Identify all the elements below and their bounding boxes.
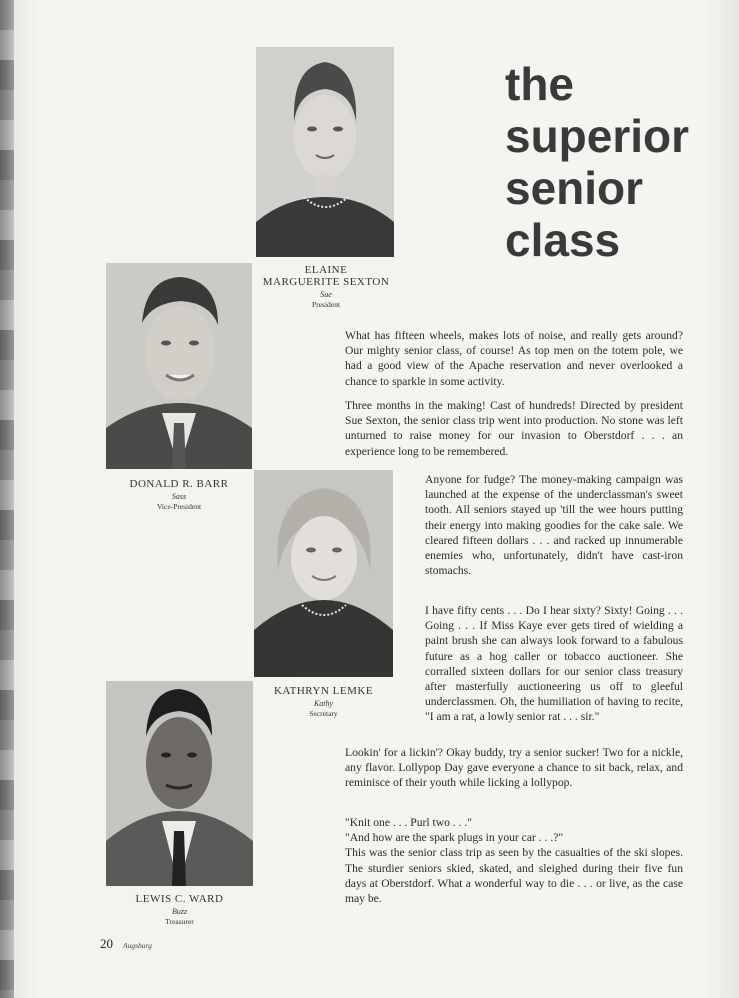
paragraph-ski	[345, 815, 683, 906]
publication-name: Augsburg	[123, 941, 152, 950]
role: Treasurer	[165, 917, 194, 926]
photo-donald-barr	[106, 263, 252, 469]
photo-elaine-sexton	[256, 47, 394, 257]
role: Secretary	[309, 709, 338, 718]
quote-knit: "Knit one . . . Purl two . . ."	[345, 816, 473, 829]
name: LEWIS C. WARD	[135, 893, 224, 905]
quote-spark-plugs: "And how are the spark plugs in your car . . .?"	[345, 831, 564, 845]
binding-edge	[0, 0, 14, 998]
name: DONALD R. BARR	[129, 478, 229, 490]
paragraph-fudge: Anyone for fudge? The money-making campaign was launched at the expense of the underclassman's sweet tooth. All seniors stayed up 'till the wee hours putting their energy into making goodies for the cake sale. We cleared fifteen dollars . . . and racked up innumerable enemies who, unfortunately, didn't have cast-iron stomachs.	[425, 473, 683, 578]
title-line-2: superior	[505, 110, 690, 162]
paragraph-intro: What has fifteen wheels, makes lots of noise, and really gets around? Our mighty senior class, of course! As top men on the totem pole, we had a good view of the Apache reservation and never overlooked a chance to sparkle in some activity.	[345, 329, 683, 388]
title-line-1: the	[505, 58, 574, 110]
nickname: Sue	[320, 290, 332, 299]
photo-lewis-ward	[106, 681, 253, 886]
paragraph-lollypop: Lookin' for a lickin'? Okay buddy, try a senior sucker! Two for a nickle, any flavor. Lollypop Day gave everyone a chance to sit back, relax, and reminisce of their youth while licking a lollypop.	[345, 746, 683, 790]
page-folio	[100, 936, 152, 952]
name: KATHRYN LEMKE	[273, 685, 374, 697]
title-line-4: class	[505, 214, 621, 266]
caption-elaine-sexton	[256, 264, 396, 309]
paragraph-trip: Three months in the making! Cast of hundreds! Directed by president Sue Sexton, the senior class trip went into production. No stone was left unturned to raise money for our invasion to Oberstdorf . . . an experience long to be remembered.	[345, 399, 683, 458]
nickname: Sass	[171, 492, 187, 501]
photo-kathryn-lemke	[254, 470, 393, 677]
caption-donald-barr	[106, 478, 252, 511]
role: President	[312, 300, 340, 309]
role: Vice-President	[156, 502, 202, 511]
nickname: Kathy	[313, 699, 334, 708]
caption-kathryn-lemke	[254, 685, 393, 718]
page-title	[505, 58, 689, 266]
caption-lewis-ward	[106, 893, 253, 926]
ski-description: This was the senior class trip as seen by the casualties of the ski slopes. The sturdier seniors skied, skated, and sleighed during their five fun days at Oberstdorf. What a wonderful way to die . . . or live, as the case may be.	[345, 846, 683, 906]
page-number: 20	[100, 936, 113, 951]
name-line-2: MARGUERITE SEXTON	[262, 276, 390, 288]
paragraph-auction: I have fifty cents . . . Do I hear sixty? Sixty! Going . . . Going . . . If Miss Kaye ever gets tired of wielding a paint brush she can always look forward to a fabulous future as a hog caller or tobacco auctioneer. She corralled sixteen dollars for our senior class treasury after masterfully auctioneering us off to gleeful underclassmen. Oh, the humiliation of having to recite, "I am a rat, a lowly senior rat . . . sir."	[425, 604, 683, 724]
title-line-3: senior	[505, 162, 644, 214]
nickname: Buzz	[171, 907, 188, 916]
name-line-1: ELAINE	[304, 264, 348, 276]
